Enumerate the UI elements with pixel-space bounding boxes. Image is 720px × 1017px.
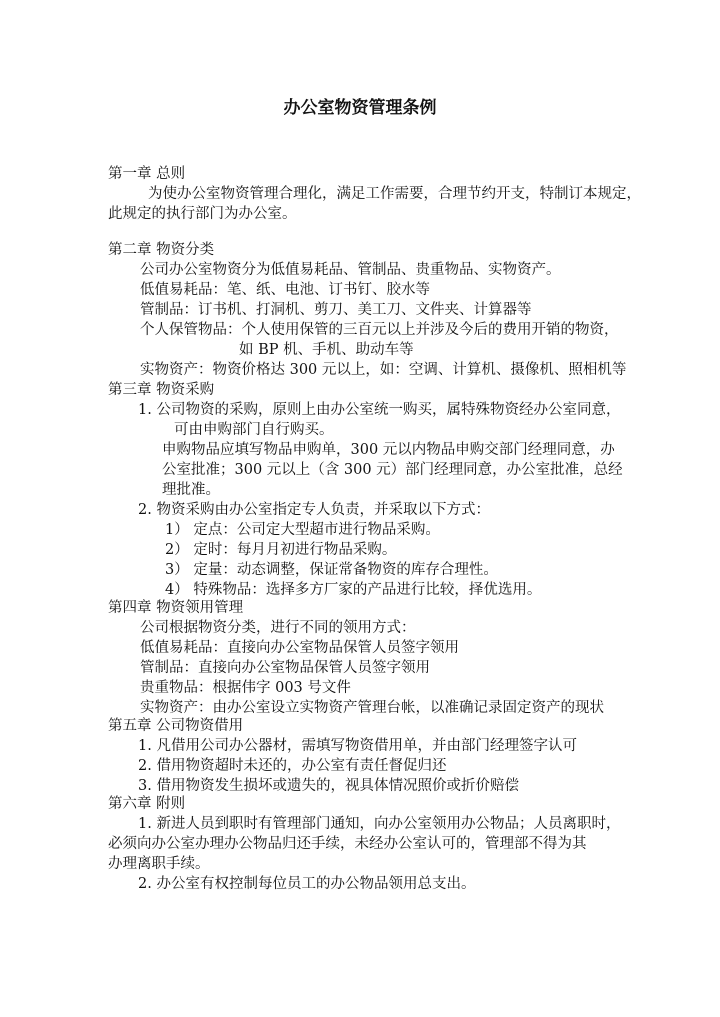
paragraph-line: 实物资产：由办公室设立实物资产管理台帐，以准确记录固定资产的现状 [140,700,604,716]
list-item: 1. 公司物资的采购，原则上由办公室统一购买，属特殊物资经办公室同意， [138,402,621,418]
list-item-continuation: 办理离职手续。 [108,856,210,872]
sub-list-item: 1） 定点：公司定大型超市进行物品采购。 [165,522,440,538]
paragraph-line: 低值易耗品：笔、纸、电池、订书钉、胶水等 [140,282,430,298]
chapter-heading: 第一章 总则 [108,166,186,182]
list-item: 2. 办公室有权控制每位员工的办公物品领用总支出。 [138,876,476,892]
list-item-continuation: 可由申购部门自行购买。 [174,422,334,438]
sub-list-item: 3） 定量：动态调整，保证常备物资的库存合理性。 [165,562,498,578]
sub-list-item: 4） 特殊物品：选择多方厂家的产品进行比较，择优选用。 [165,582,542,598]
list-item: 2. 借用物资超时未还的，办公室有责任督促归还 [138,758,447,774]
chapter-heading: 第五章 公司物资借用 [108,718,244,734]
paragraph-line: 实物资产：物资价格达 300 元以上，如：空调、计算机、摄像机、照相机等 [140,362,627,378]
chapter-heading: 第三章 物资采购 [108,382,215,398]
paragraph-line: 贵重物品：根据伟字 003 号文件 [140,680,351,696]
paragraph-line: 管制品：直接向办公室物品保管人员签字领用 [140,660,430,676]
paragraph-line: 理批准。 [162,482,220,498]
list-item: 1. 凡借用公司办公器材，需填写物资借用单，并由部门经理签字认可 [138,738,577,754]
paragraph-line: 为使办公室物资管理合理化，满足工作需要，合理节约开支，特制订本规定， [148,186,641,202]
list-item: 3. 借用物资发生损坏或遗失的，视具体情况照价或折价赔偿 [138,778,519,794]
list-item-continuation: 必须向办公室办理办公物品归还手续，未经办公室认可的，管理部不得为其 [108,836,587,852]
chapter-heading: 第二章 物资分类 [108,242,215,258]
paragraph-line: 公司根据物资分类，进行不同的领用方式： [140,620,416,636]
paragraph-line: 公司办公室物资分为低值易耗品、管制品、贵重物品、实物资产。 [140,262,561,278]
paragraph-line: 此规定的执行部门为办公室。 [108,206,297,222]
chapter-heading: 第六章 附则 [108,796,186,812]
list-item: 1. 新进人员到职时有管理部门通知，向办公室领用办公物品；人员离职时， [138,816,621,832]
paragraph-line: 个人保管物品：个人使用保管的三百元以上并涉及今后的费用开销的物资， [140,322,619,338]
list-item: 2. 物资采购由办公室指定专人负责，并采取以下方式： [138,502,490,518]
paragraph-line: 公室批准；300 元以上（含 300 元）部门经理同意，办公室批准，总经 [162,462,623,478]
paragraph-line: 如 BP 机、手机、助动车等 [239,342,414,358]
paragraph-line: 申购物品应填写物品申购单，300 元以内物品申购交部门经理同意，办 [162,442,615,458]
sub-list-item: 2） 定时：每月月初进行物品采购。 [165,542,397,558]
paragraph-line: 低值易耗品：直接向办公室物品保管人员签字领用 [140,640,459,656]
document-title: 办公室物资管理条例 [283,98,437,118]
chapter-heading: 第四章 物资领用管理 [108,600,244,616]
paragraph-line: 管制品：订书机、打洞机、剪刀、美工刀、文件夹、计算器等 [140,302,532,318]
